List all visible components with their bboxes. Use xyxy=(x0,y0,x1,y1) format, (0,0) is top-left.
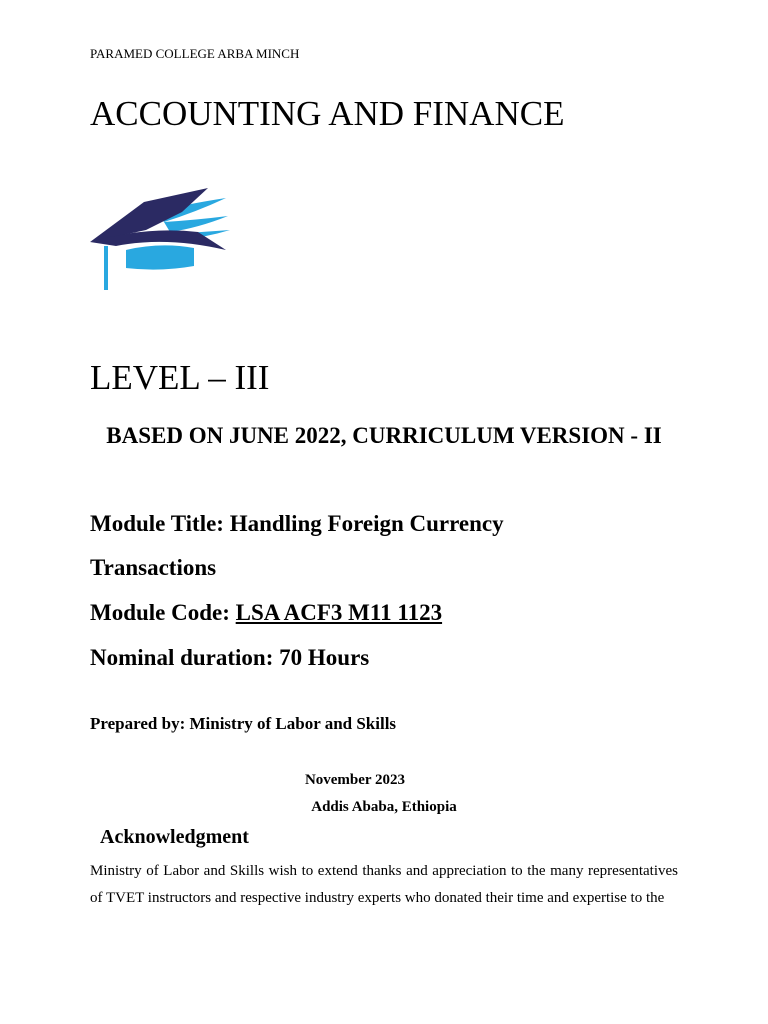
module-code xyxy=(90,591,442,635)
module-title xyxy=(90,502,610,590)
curriculum-version: BASED ON JUNE 2022, CURRICULUM VERSION - II xyxy=(106,423,662,448)
level-heading: LEVEL – III xyxy=(90,358,270,397)
college-name: PARAMED COLLEGE ARBA MINCH xyxy=(90,46,300,61)
publication-location: Addis Ababa, Ethiopia xyxy=(311,799,457,815)
graduation-cap-icon xyxy=(86,182,234,296)
module-title-value: Handling Foreign Currency Transactions xyxy=(90,511,504,580)
acknowledgment-heading: Acknowledgment xyxy=(100,826,249,848)
module-code-label: Module Code: xyxy=(90,600,230,625)
document-title: ACCOUNTING AND FINANCE xyxy=(90,94,565,133)
publication-date: November 2023 xyxy=(304,772,406,788)
module-code-value: LSA ACF3 M11 1123 xyxy=(235,600,443,625)
nominal-duration: Nominal duration: 70 Hours xyxy=(90,645,370,670)
acknowledgment-text: Ministry of Labor and Skills wish to extend thanks and appreciation to the many representatives of TVET instructors and respective industry experts who donated their time and expertise to the xyxy=(90,863,678,906)
prepared-by: Prepared by: Ministry of Labor and Skills xyxy=(90,714,397,733)
module-title-label: Module Title: xyxy=(90,511,224,536)
